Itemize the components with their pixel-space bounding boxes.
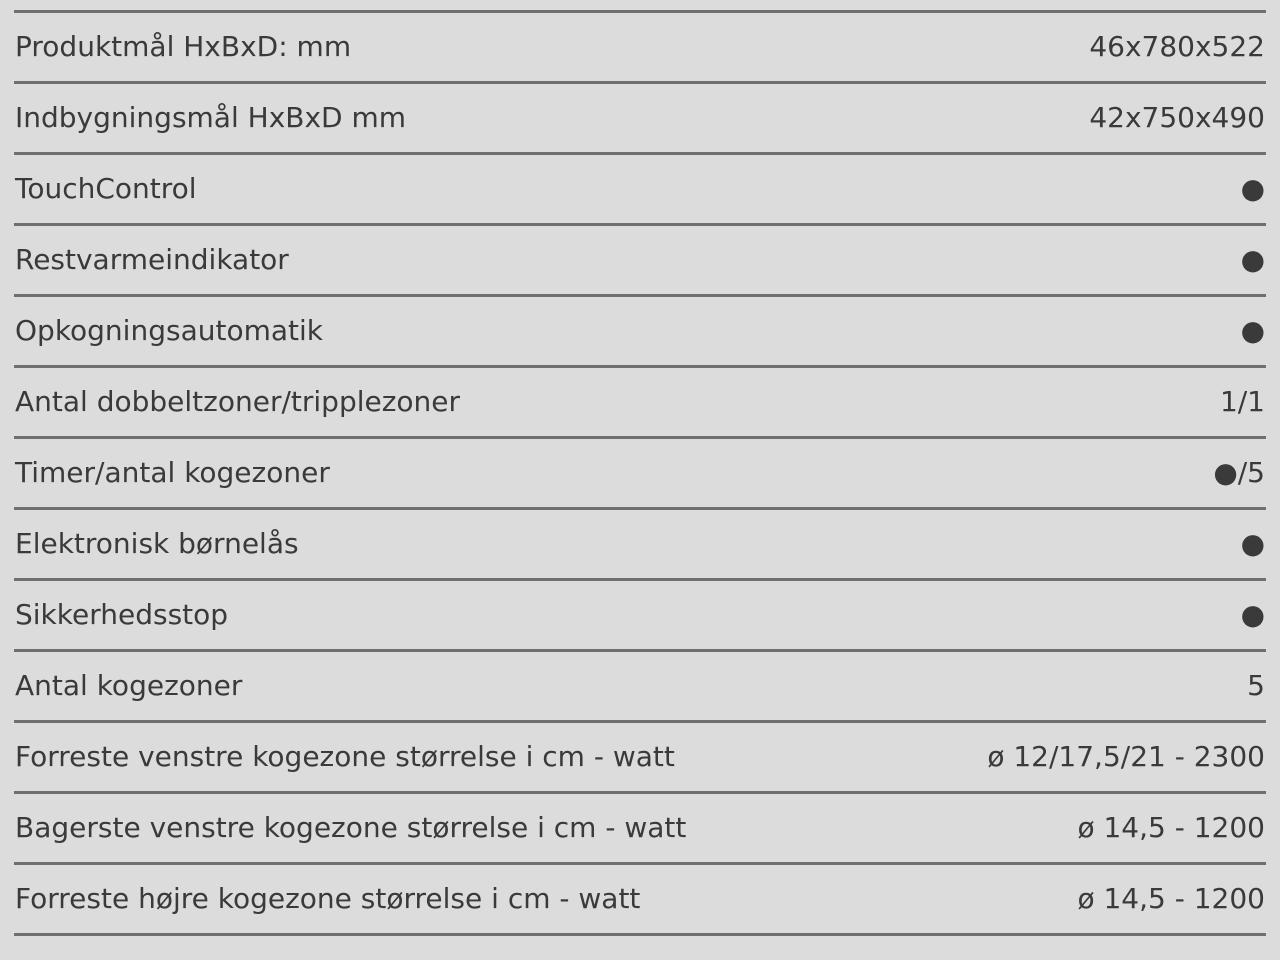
spec-value: 5 (1247, 669, 1265, 702)
spec-value: 42x750x490 (1089, 101, 1265, 134)
spec-value: ø 12/17,5/21 - 2300 (987, 740, 1265, 773)
spec-label: Antal kogezoner (15, 669, 243, 702)
spec-label: Forreste højre kogezone størrelse i cm - watt (15, 882, 641, 915)
spec-label: TouchControl (15, 172, 197, 205)
spec-row-installation-dimensions (14, 84, 1266, 152)
bullet-icon: ● (1240, 314, 1265, 347)
spec-row-cooking-zones (14, 652, 1266, 720)
spec-row-front-left-zone (14, 723, 1266, 791)
spec-label: Indbygningsmål HxBxD mm (15, 101, 407, 134)
bullet-icon: ● (1240, 598, 1265, 631)
spec-row-timer (14, 439, 1266, 507)
spec-label: Antal dobbeltzoner/tripplezoner (15, 385, 461, 418)
spec-label: Restvarmeindikator (15, 243, 289, 276)
spec-label: Forreste venstre kogezone størrelse i cm - watt (15, 740, 675, 773)
spec-value: ø 14,5 - 1200 (1077, 811, 1265, 844)
spec-value: 1/1 (1219, 385, 1265, 418)
spec-table (14, 10, 1266, 936)
row-divider (14, 933, 1266, 936)
spec-label: Elektronisk børnelås (15, 527, 299, 560)
spec-value: 46x780x522 (1089, 30, 1265, 63)
spec-row-residual-heat (14, 226, 1266, 294)
spec-label: Opkogningsautomatik (15, 314, 323, 347)
bullet-icon: ● (1240, 172, 1265, 205)
spec-value: ø 14,5 - 1200 (1077, 882, 1265, 915)
spec-label: Produktmål HxBxD: mm (15, 30, 352, 63)
spec-value: ●/5 (1213, 456, 1265, 489)
bullet-icon: ● (1240, 243, 1265, 276)
spec-label: Bagerste venstre kogezone størrelse i cm - watt (15, 811, 687, 844)
spec-row-safety-stop (14, 581, 1266, 649)
spec-row-auto-boil (14, 297, 1266, 365)
bullet-icon: ● (1240, 527, 1265, 560)
spec-label: Timer/antal kogezoner (15, 456, 330, 489)
spec-row-rear-left-zone (14, 794, 1266, 862)
spec-row-touchcontrol (14, 155, 1266, 223)
spec-row-front-right-zone (14, 865, 1266, 933)
spec-label: Sikkerhedsstop (15, 598, 229, 631)
spec-row-product-dimensions (14, 13, 1266, 81)
spec-row-double-triple-zones (14, 368, 1266, 436)
spec-row-child-lock (14, 510, 1266, 578)
